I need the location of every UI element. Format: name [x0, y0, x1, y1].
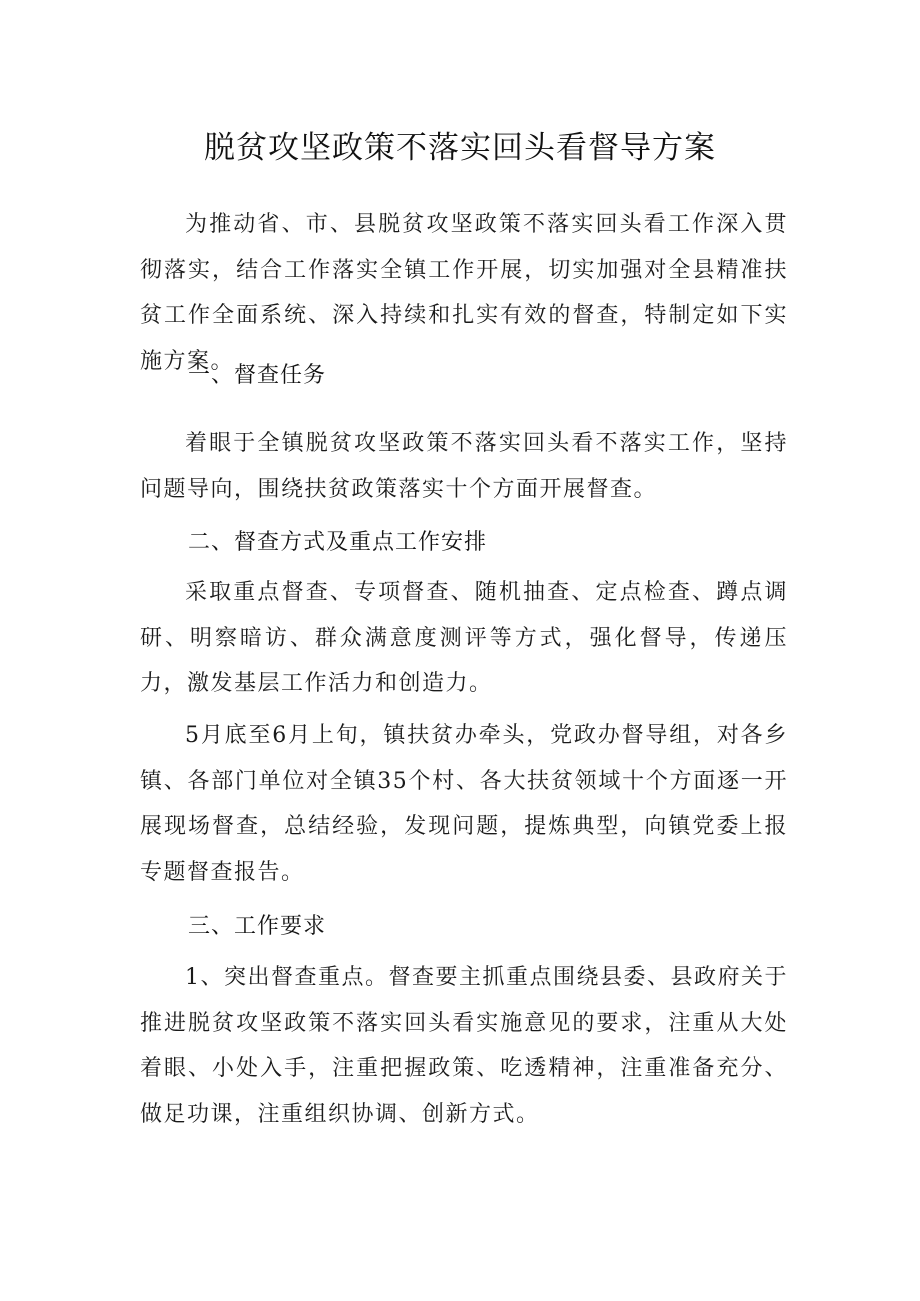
section-3-heading: 三、工作要求 — [188, 914, 327, 939]
section-1-paragraph: 着眼于全镇脱贫攻坚政策不落实回头看不落实工作，坚持问题导向，围绕扶贫政策落实十个方面开展督查。 — [140, 431, 788, 502]
intro-paragraph: 为推动省、市、县脱贫攻坚政策不落实回头看工作深入贯彻落实，结合工作落实全镇工作开展，切实加强对全县精准扶贫工作全面系统、深入持续和扎实有效的督查，特制定如下实施方案。 — [140, 212, 788, 374]
section-2-paragraph-1: 采取重点督查、专项督查、随机抽查、定点检查、蹲点调研、明察暗访、群众满意度测评等方式，强化督导，传递压力，激发基层工作活力和创造力。 — [140, 580, 788, 696]
section-3-paragraph-1: 1、突出督查重点。督查要主抓重点围绕县委、县政府关于推进脱贫攻坚政策不落实回头看实施意见的要求，注重从大处着眼、小处入手，注重把握政策、吃透精神，注重准备充分、做足功课，注重组织协调、创新方式。 — [140, 965, 788, 1127]
section-2-paragraph-2: 5月底至6月上旬，镇扶贫办牵头，党政办督导组，对各乡镇、各部门单位对全镇35个村、各大扶贫领域十个方面逐一开展现场督查，总结经验，发现问题，提炼典型，向镇党委上报专题督查报告。 — [140, 723, 788, 885]
section-1-heading: 一、督查任务 — [188, 363, 327, 388]
document-title: 脱贫攻坚政策不落实回头看督导方案 — [204, 130, 716, 166]
section-2-heading: 二、督查方式及重点工作安排 — [188, 530, 488, 555]
